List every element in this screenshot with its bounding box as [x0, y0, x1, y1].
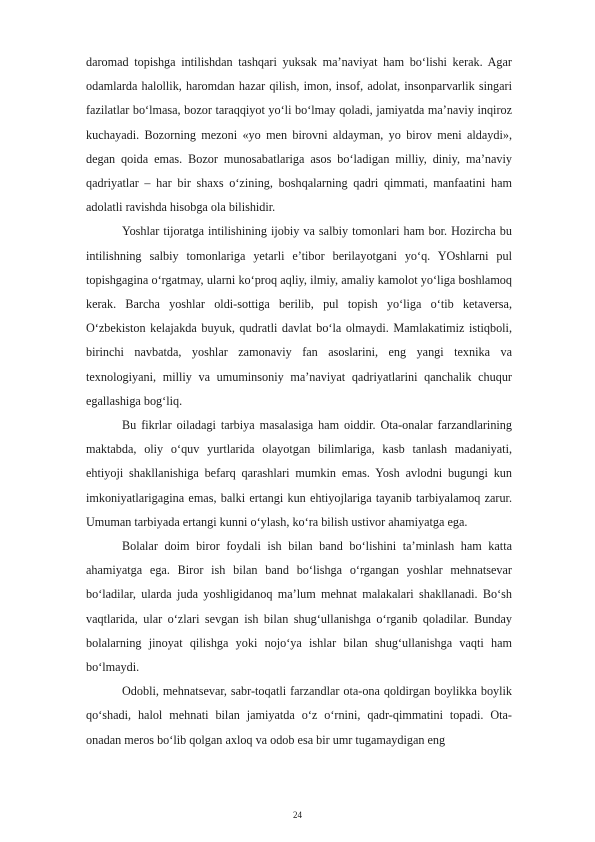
paragraph-1: daromad topishga intilishdan tashqari yuksak ma’naviyat ham bo‘lishi kerak. Agar odamlarda halollik, haromdan hazar qilish, imon, insof, adolat, insonparvarlik singari fazilatlar bo‘lmasa, bozor taraqqiyot yo‘li bo‘lmay qoladi, jamiyatda ma’naviy inqiroz kuchayadi. Bozorning mezoni «yo men birovni aldayman, yo birov meni aldaydi», degan qoida emas. Bozor munosabatlariga asos bo‘ladigan milliy, diniy, ma’naviy qadriyatlar – har bir shaxs o‘zining, boshqalarning qadri qimmati, manfaatini ham adolatli ravishda hisobga ola bilishidir.: [86, 55, 512, 215]
page-number: 24: [293, 810, 302, 820]
document-body: [86, 50, 512, 752]
paragraph-5: Odobli, mehnatsevar, sabr-toqatli farzandlar ota-ona qoldirgan boylikka boylik qo‘shadi, halol mehnati bilan jamiyatda o‘z o‘rnini, qadr-qimmatini topadi. Ota-onadan meros bo‘lib qolgan axloq va odob esa bir umr tugamaydigan eng: [86, 684, 512, 747]
paragraph-4: Bolalar doim biror foydali ish bilan band bo‘lishini ta’minlash ham katta ahamiyatga ega. Biror ish bilan band bo‘lishga o‘rgangan yoshlar mehnatsevar bo‘ladilar, ularda juda yoshligidanoq ma’lum mehnat malakalari shakllanadi. Bo‘sh vaqtlarida, ular o‘zlari sevgan ish bilan shug‘ullanishga o‘rganib qoladilar. Bunday bolalarning jinoyat qilishga yoki nojo‘ya ishlar bilan shug‘ullanishga vaqti ham bo‘lmaydi.: [86, 539, 512, 675]
paragraph-2: Yoshlar tijoratga intilishining ijobiy va salbiy tomonlari ham bor. Hozircha bu intilishning salbiy tomonlariga yetarli e’tibor berilayotgani yo‘q. YOshlarni pul topishgagina o‘rgatmay, ularni ko‘proq aqliy, ilmiy, amaliy kamolot yo‘liga boshlamoq kerak. Barcha yoshlar oldi-sottiga berilib, pul topish yo‘liga o‘tib ketaversa, O‘zbekiston kelajakda buyuk, qudratli davlat bo‘la olmaydi. Mamlakatimiz istiqboli, birinchi navbatda, yoshlar zamonaviy fan asoslarini, eng yangi texnika va texnologiyani, milliy va umuminsoniy ma’naviyat qadriyatlarini qanchalik chuqur egallashiga bog‘liq.: [86, 224, 512, 408]
paragraph-3: Bu fikrlar oiladagi tarbiya masalasiga ham oiddir. Ota-onalar farzandlarining maktabda, oliy o‘quv yurtlarida olayotgan bilimlariga, kasb tanlash madaniyati, ehtiyoji shakllanishiga befarq qarashlari mumkin emas. Yosh avlodni bugungi kun imkoniyatlarigagina emas, balki ertangi kun ehtiyojlariga tayanib tarbiyalamoq zarur. Umuman tarbiyada ertangi kunni o‘ylash, ko‘ra bilish ustivor ahamiyatga ega.: [86, 418, 512, 529]
